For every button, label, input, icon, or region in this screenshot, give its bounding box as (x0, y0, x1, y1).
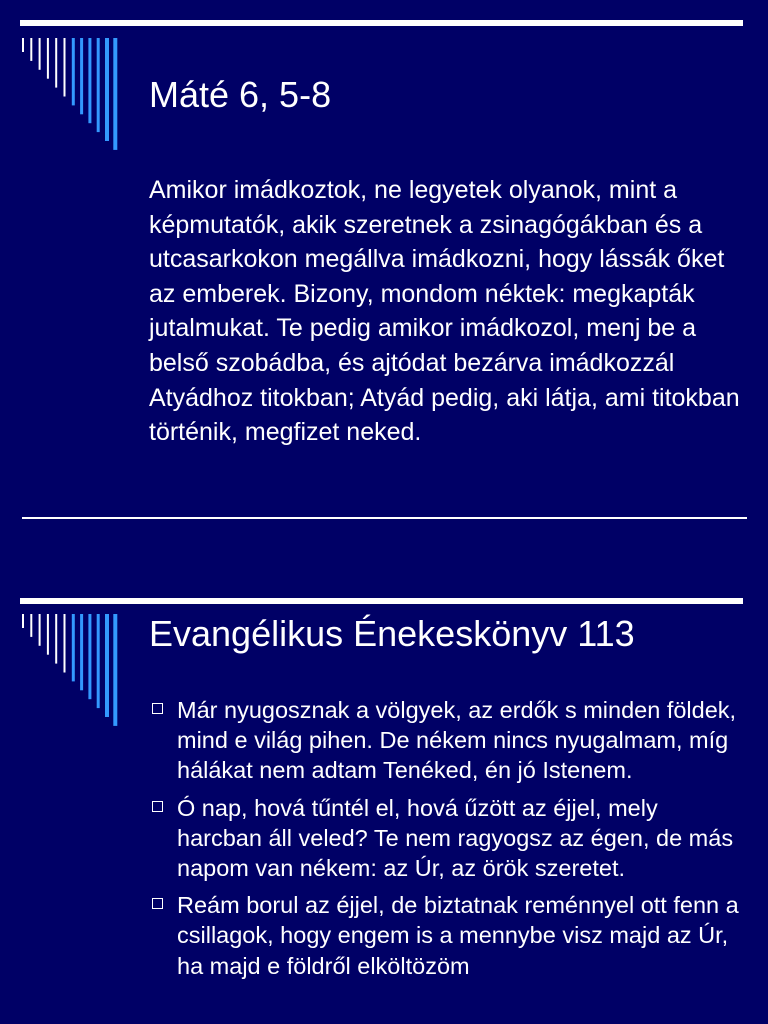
stripes-group (22, 614, 117, 726)
stripe-bar (72, 614, 75, 681)
bullet-item (150, 695, 740, 786)
slide-1-bottom-rule (22, 517, 747, 519)
square-bullet-icon (152, 703, 163, 714)
stripe-bar (88, 38, 91, 123)
stripe-bar (47, 614, 49, 655)
stripe-bar (105, 614, 109, 717)
stripe-bar (113, 38, 117, 150)
square-bullet-icon (152, 898, 163, 909)
slide-2-title: Evangélikus Énekeskönyv 113 (149, 613, 635, 654)
slide-1-body-text: Amikor imádkoztok, ne legyetek olyanok, mint a képmutatók, akik szeretnek a zsinagógákban és a utcasarkokon megállva imádkozni, hogy lássák őket az emberek. Bizony, mondom néktek: megkapták jutalmukat. Te pedig amikor imádkozol, menj be a belső szobádba, és ajtódat bezárva imádkozzál Atyádhoz titokban; Atyád pedig, aki látja, ami titokban történik, megfizet neked. (149, 176, 740, 447)
stripe-bar (97, 614, 100, 708)
stripe-bar (64, 614, 66, 673)
slide-separator (0, 545, 768, 576)
stripe-bar (64, 38, 66, 97)
stripe-bar (22, 38, 24, 52)
bullet-item (150, 793, 740, 884)
stripe-bar (80, 38, 83, 114)
bullet-text: Már nyugosznak a völgyek, az erdők s minden földek, mind e világ pihen. De nékem nincs nyugalmam, míg hálákat nem adtam Tenéked, én jó Istenem. (177, 697, 737, 784)
stripe-bar (105, 38, 109, 141)
stripe-bar (30, 614, 32, 637)
bullet-text: Reám borul az éjjel, de biztatnak reménnyel ott fenn a csillagok, hogy engem is a mennybe visz majd az Úr, ha majd e földről elköltözöm (177, 892, 739, 979)
slide-2-top-rule (20, 598, 743, 604)
stripe-bar (47, 38, 49, 79)
stripes-group (22, 38, 117, 150)
bullet-text: Ó nap, hová tűntél el, hová űzött az éjjel, mely harcban áll veled? Te nem ragyogsz az égen, de más napom van nékem: az Úr, az örök szeretet. (177, 794, 734, 882)
slide-1-stripes-decoration (20, 38, 130, 158)
stripe-bar (39, 38, 41, 70)
stripe-bar (72, 38, 75, 105)
stripe-bar (39, 614, 41, 646)
stripe-bar (30, 38, 32, 61)
stripe-bar (88, 614, 91, 699)
stripe-bar (80, 614, 83, 690)
stripe-bar (55, 38, 57, 88)
bullet-item (150, 890, 740, 981)
slide-1-title: Máté 6, 5-8 (149, 74, 332, 115)
slide-2-stripes-decoration (20, 614, 130, 734)
square-bullet-icon (152, 801, 163, 812)
slide-1-top-rule (20, 20, 743, 26)
slide-2-bullet-list (150, 695, 740, 988)
stripe-bar (113, 614, 117, 726)
stripe-bar (22, 614, 24, 628)
stripe-bar (97, 38, 100, 132)
stripe-bar (55, 614, 57, 664)
